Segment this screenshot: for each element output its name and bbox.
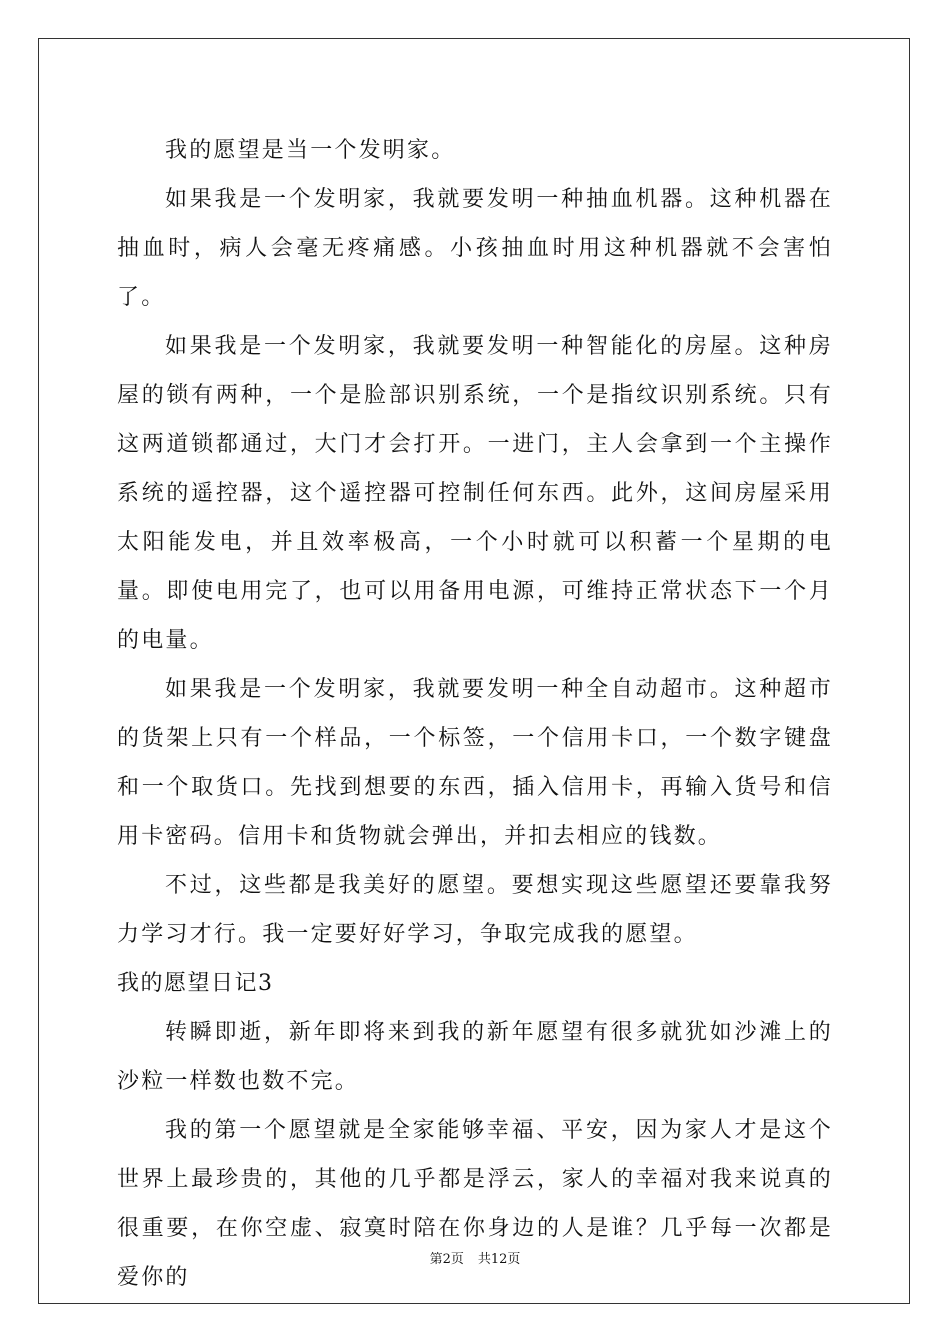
paragraph-conclusion: 不过，这些都是我美好的愿望。要想实现这些愿望还要靠我努力学习才行。我一定要好好学习，争取完成我的愿望。	[117, 873, 833, 947]
page-footer	[0, 1248, 950, 1267]
page-total: 共12页	[477, 1252, 521, 1267]
section-heading: 我的愿望日记3	[117, 971, 274, 996]
paragraph-first-wish: 我的第一个愿望就是全家能够幸福、平安，因为家人才是这个世界上最珍贵的，其他的几乎都是浮云，家人的幸福对我来说真的很重要，在你空虚、寂寞时陪在你身边的人是谁？几乎每一次都是爱你的	[117, 1118, 833, 1290]
paragraph-auto-supermarket: 如果我是一个发明家，我就要发明一种全自动超市。这种超市的货架上只有一个样品，一个标签，一个信用卡口，一个数字键盘和一个取货口。先找到想要的东西，插入信用卡，再输入货号和信用卡密码。信用卡和货物就会弹出，并扣去相应的钱数。	[117, 677, 833, 849]
paragraph-intro: 我的愿望是当一个发明家。	[165, 138, 456, 163]
paragraph-blood-machine: 如果我是一个发明家，我就要发明一种抽血机器。这种机器在抽血时，病人会毫无疼痛感。小孩抽血时用这种机器就不会害怕了。	[117, 187, 833, 310]
paragraph-smart-house: 如果我是一个发明家，我就要发明一种智能化的房屋。这种房屋的锁有两种，一个是脸部识别系统，一个是指纹识别系统。只有这两道锁都通过，大门才会打开。一进门，主人会拿到一个主操作系统的遥控器，这个遥控器可控制任何东西。此外，这间房屋采用太阳能发电，并且效率极高，一个小时就可以积蓄一个星期的电量。即使电用完了，也可以用备用电源，可维持正常状态下一个月的电量。	[117, 334, 833, 653]
paragraph-new-year: 转瞬即逝，新年即将来到我的新年愿望有很多就犹如沙滩上的沙粒一样数也数不完。	[117, 1020, 833, 1094]
page-number: 第2页	[429, 1252, 464, 1267]
document-body	[117, 126, 833, 1302]
